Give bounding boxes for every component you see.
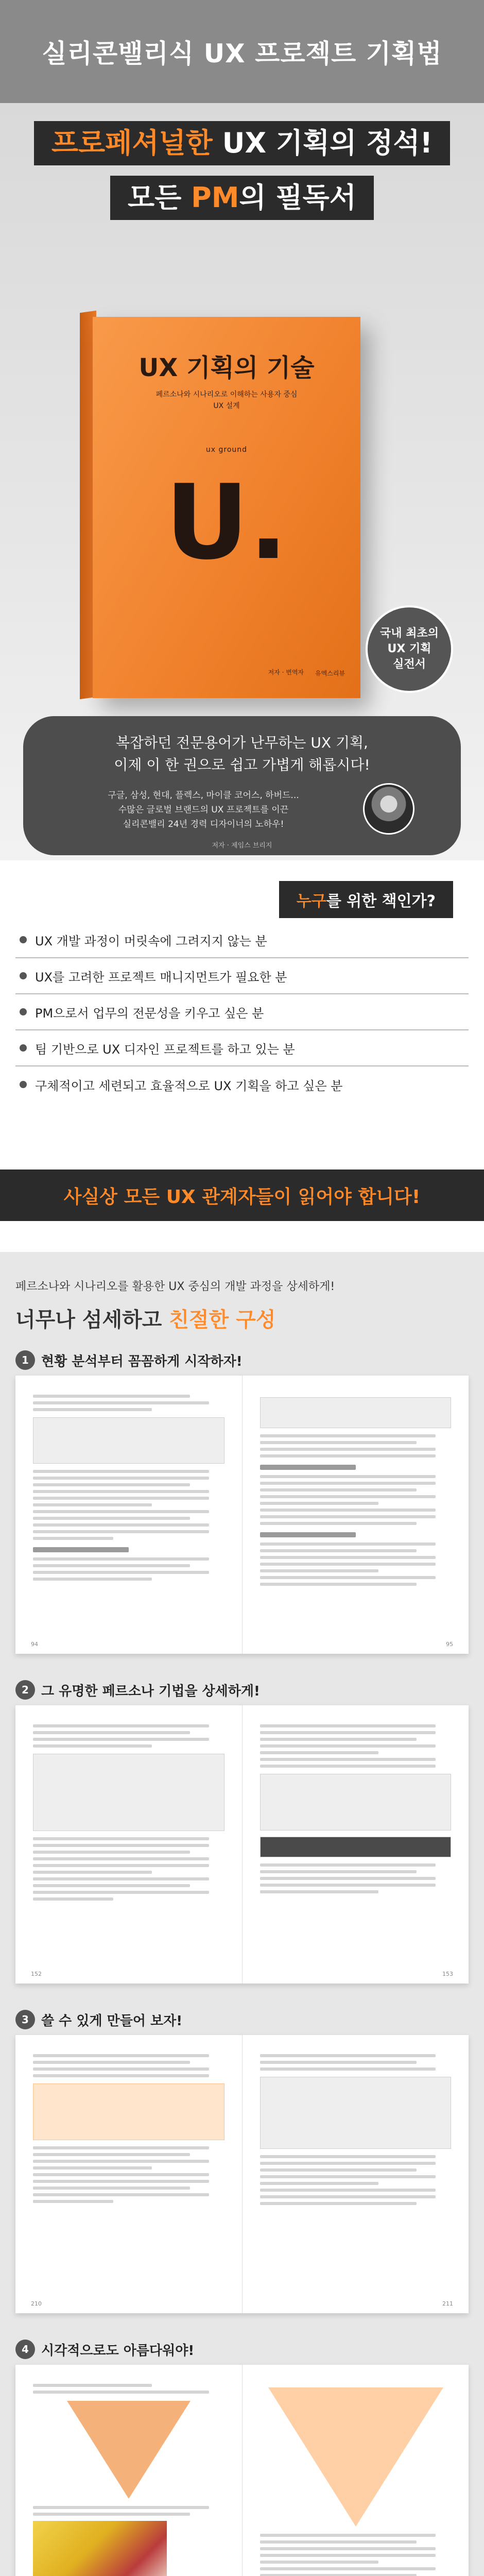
- author-name: 저자 · 제임스 브리지: [212, 842, 272, 850]
- book-spread-preview: [15, 1705, 469, 1984]
- page-right: 153: [242, 1705, 469, 1984]
- section-number: 2: [15, 1680, 35, 1700]
- quote-main: 복잡하던 전문용어가 난무하는 UX 기획, 이제 이 한 권으로 쉽고 가볍게 해롭시다!: [114, 734, 370, 774]
- list-item: 팀 기반으로 UX 디자인 프로젝트를 하고 있는 분: [15, 1030, 469, 1066]
- author-quote-box: [23, 716, 461, 855]
- figure-box: [33, 2083, 224, 2140]
- section-number: 1: [15, 1350, 35, 1370]
- triangle-diagram: [67, 2401, 191, 2499]
- headline: [0, 121, 484, 220]
- construction-title: 너무나 섬세하고 친절한 구성: [15, 1308, 276, 1332]
- list-item: PM으로서 업무의 전문성을 키우고 싶은 분: [15, 994, 469, 1030]
- readers-title: 누구를 위한 책인가?: [279, 881, 453, 918]
- section-label: 2 그 유명한 페르소나 기법을 상세하게!: [15, 1674, 469, 1705]
- preview-section-3: [15, 2004, 469, 2313]
- banner-title: 실리콘밸리식 UX 프로젝트 기획법: [42, 39, 442, 69]
- illustration-image: [33, 2521, 167, 2576]
- construction-subtitle: 페르소나와 시나리오를 활용한 UX 중심의 개발 과정을 상세하게!: [15, 1280, 335, 1293]
- bullet-dot-icon: [20, 972, 27, 979]
- list-item: UX 개발 과정이 머릿속에 그려지지 않는 분: [15, 922, 469, 958]
- page-left: [15, 2365, 242, 2576]
- figure-box: [260, 1837, 451, 1857]
- section-label: 1 현황 분석부터 꼼꼼하게 시작하자!: [15, 1345, 469, 1376]
- book-brand: ux ground: [205, 446, 248, 454]
- figure-box: [33, 1754, 224, 1831]
- reader-list: [15, 922, 469, 1103]
- book-spread-preview: [15, 2365, 469, 2576]
- section-label: 4 시각적으로도 아름다워야!: [15, 2334, 469, 2365]
- list-item: UX를 고려한 프로젝트 매니지먼트가 필요한 분: [15, 958, 469, 994]
- list-item: 구체적이고 세련되고 효율적으로 UX 기획을 하고 싶은 분: [15, 1066, 469, 1103]
- triangle-diagram: [268, 2387, 443, 2527]
- bullet-dot-icon: [20, 1044, 27, 1052]
- book-publisher: 유엑스리뷰: [315, 670, 345, 677]
- book-description: 페르소나와 시나리오로 이해하는 사용자 중심 UX 설계: [155, 391, 298, 411]
- top-banner: [0, 0, 484, 103]
- preview-section-2: [15, 1674, 469, 1984]
- headline-line-2: 모든 PM의 필독서: [110, 176, 374, 220]
- quote-sub: 구글, 삼성, 현대, 플렉스, 마이클 코어스, 하버드... 수많은 글로벌 브랜드의 UX 프로젝트를 이끈 실리콘밸리 24년 경력 디자이너의 노하우!: [108, 790, 299, 830]
- preview-section-4: [15, 2334, 469, 2576]
- figure-box: [33, 1417, 224, 1464]
- page-right: 95: [242, 1376, 469, 1654]
- construction-section: [0, 1252, 484, 2576]
- bullet-dot-icon: [20, 1081, 27, 1088]
- page-left: 94: [15, 1376, 242, 1654]
- page-right: [242, 2365, 469, 2576]
- book-spread-preview: [15, 2035, 469, 2313]
- book-cover: [93, 317, 360, 698]
- page-right: 211: [242, 2035, 469, 2313]
- readers-banner: 사실상 모든 UX 관계자들이 읽어야 합니다!: [0, 1170, 484, 1221]
- bullet-dot-icon: [20, 936, 27, 943]
- headline-line-1: 프로페셔널한 UX 기획의 정석!: [34, 121, 450, 165]
- figure-box: [260, 1774, 451, 1831]
- book-spread-preview: [15, 1376, 469, 1654]
- page-left: 210: [15, 2035, 242, 2313]
- section-number: 3: [15, 2010, 35, 2029]
- first-in-korea-badge: 국내 최초의 UX 기획 실전서: [366, 605, 453, 693]
- preview-section-1: [15, 1345, 469, 1654]
- hero-section: [0, 103, 484, 860]
- section-label: 3 쓸 수 있게 만들어 보자!: [15, 2004, 469, 2035]
- book-big-letter: U.: [165, 463, 288, 583]
- bullet-dot-icon: [20, 1008, 27, 1015]
- book-authors: 저자 · 번역자: [268, 668, 304, 676]
- figure-box: [260, 1397, 451, 1428]
- figure-box: [260, 2077, 451, 2149]
- section-number: 4: [15, 2340, 35, 2359]
- page-left: 152: [15, 1705, 242, 1984]
- book-title: UX 기획의 기술: [139, 353, 315, 382]
- target-readers-section: [0, 860, 484, 1252]
- author-avatar: [363, 783, 414, 835]
